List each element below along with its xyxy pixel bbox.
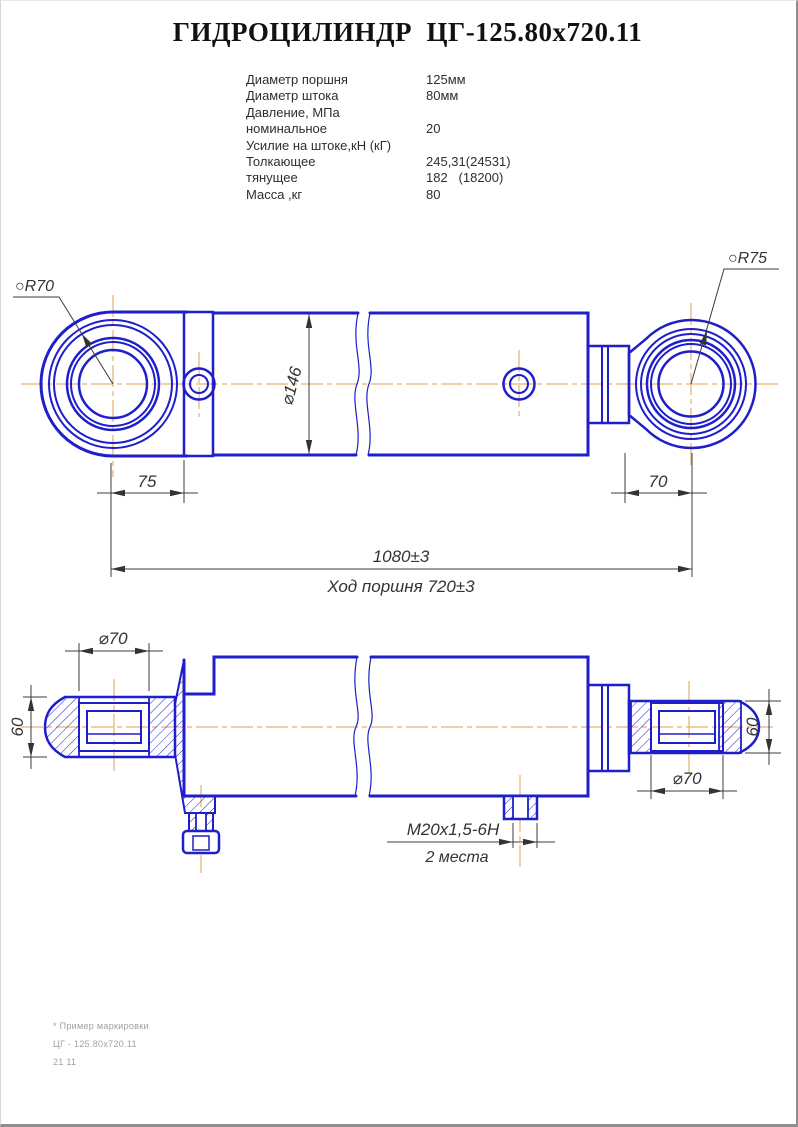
- spec-label: Диаметр поршня: [246, 72, 348, 87]
- break-line: [367, 313, 371, 455]
- arrowhead: [700, 331, 708, 346]
- spec-label: тянущее: [246, 170, 298, 186]
- arrowhead: [82, 334, 92, 348]
- dim-pin-dia-left-label: ⌀70: [98, 629, 128, 648]
- port-boss-hatch: [504, 796, 513, 819]
- technical-drawing: [1, 1, 798, 1127]
- section-view: [8, 629, 781, 873]
- dim-overall-length-label: 1080±3: [372, 547, 430, 566]
- fitting-stem-hatch: [189, 813, 196, 831]
- spec-value: 125мм: [426, 72, 466, 87]
- bracket-gusset: [175, 660, 215, 813]
- spec-label: Усилие на штоке,кН (кГ): [246, 137, 392, 153]
- page-title: ГИДРОЦИЛИНДР ЦГ-125.80х720.11: [172, 17, 643, 47]
- arrowhead: [499, 839, 513, 845]
- dim-eye-width-right-label: 60: [743, 717, 762, 737]
- arrowhead: [79, 648, 93, 654]
- dim-radius-right-label: ○R75: [728, 250, 768, 267]
- barrel-top: [184, 657, 357, 694]
- arrowhead: [651, 788, 665, 794]
- right-eye-section-hatch: [631, 701, 651, 753]
- dim-bore-label: ⌀146: [277, 364, 306, 407]
- spec-value: 245,31(24531): [426, 153, 511, 169]
- spec-value: 20: [426, 121, 441, 137]
- dim-thread-label: M20x1,5-6H: [406, 820, 500, 839]
- dim-eye-width-left-label: 60: [8, 717, 27, 737]
- marking-note-line: 21 11: [53, 1057, 77, 1067]
- arrowhead: [766, 739, 772, 753]
- extension-lines: [23, 643, 781, 848]
- rod-neck-grooves: [602, 685, 608, 771]
- arrowhead: [111, 566, 125, 572]
- arrowhead: [678, 490, 692, 496]
- arrowhead: [306, 314, 312, 328]
- arrowhead: [28, 743, 34, 757]
- dim-pin-dia-right-label: ⌀70: [672, 769, 702, 788]
- arrowhead: [170, 490, 184, 496]
- left-eye-section-hatch: [45, 697, 79, 757]
- arrowhead: [28, 697, 34, 711]
- marking-note-line: * Пример маркировки: [53, 1021, 149, 1031]
- marking-note: [53, 1017, 149, 1071]
- dim-pin-offset-left-label: 75: [137, 472, 157, 491]
- spec-label: Толкающее: [246, 153, 316, 169]
- arrowhead: [709, 788, 723, 794]
- fitting-stem-hatch: [206, 813, 213, 831]
- spec-label: номинальное: [246, 121, 328, 137]
- leader-radius-right: [691, 269, 779, 384]
- spec-label: Масса ,кг: [246, 186, 303, 202]
- arrowhead: [135, 648, 149, 654]
- arrowhead: [306, 440, 312, 454]
- arrowhead: [766, 701, 772, 715]
- arrowhead: [625, 490, 639, 496]
- port-boss-hatch: [528, 796, 537, 819]
- left-eye-section-hatch: [149, 697, 175, 757]
- spec-value: 182 (18200): [426, 170, 504, 186]
- arrowhead: [678, 566, 692, 572]
- marking-note-line: ЦГ - 125.80х720.11: [53, 1039, 137, 1049]
- arrowhead: [523, 839, 537, 845]
- spec-value: 80: [426, 186, 441, 202]
- arrowhead: [111, 490, 125, 496]
- dim-stroke-label: Ход поршня 720±3: [327, 577, 475, 596]
- rod-neck-grooves: [602, 346, 608, 423]
- dim-pin-offset-right-label: 70: [648, 472, 668, 491]
- spec-label: Давление, МПа: [246, 104, 340, 120]
- side-view: [13, 250, 779, 596]
- dim-places-label: 2 места: [425, 849, 489, 866]
- dim-radius-left-label: ○R70: [15, 278, 55, 295]
- spec-value: 80мм: [426, 88, 459, 104]
- spec-label: Диаметр штока: [246, 88, 339, 104]
